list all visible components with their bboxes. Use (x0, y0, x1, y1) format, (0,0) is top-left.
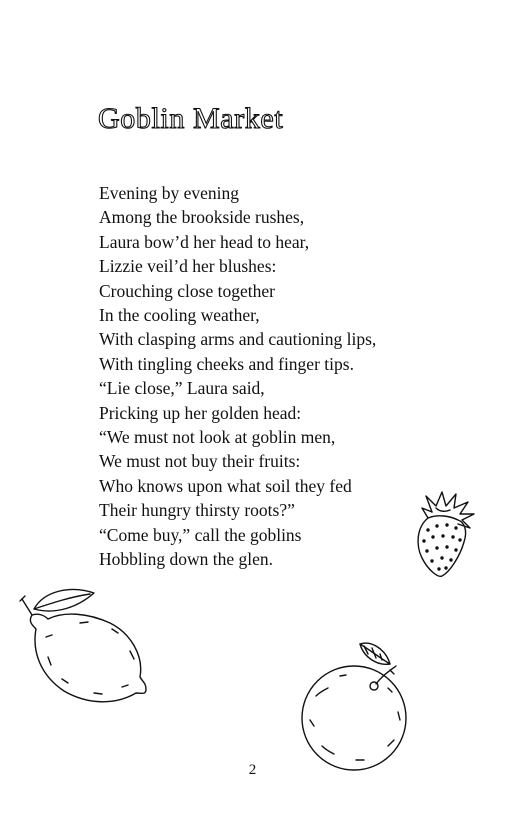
poem-line: Lizzie veil’d her blushes: (99, 256, 277, 277)
lemon-icon (18, 585, 153, 710)
strawberry-icon (412, 490, 482, 582)
poem-line: “Lie close,” Laura said, (99, 378, 265, 399)
poem-line: Pricking up her golden head: (99, 402, 302, 423)
poem-line: With tingling cheeks and finger tips. (99, 353, 354, 374)
poem-line: Their hungry thirsty roots?” (99, 500, 295, 521)
poem-line: “Come buy,” call the goblins (99, 524, 302, 545)
poem-line: Evening by evening (99, 183, 239, 203)
poem-line: In the cooling weather, (99, 305, 260, 326)
page-number: 2 (248, 762, 257, 778)
page-title: Goblin Market (98, 102, 284, 135)
poem-line: Hobbling down the glen. (99, 549, 274, 570)
poem-line: With clasping arms and cautioning lips, (99, 329, 377, 350)
poem-line: Laura bow’d her head to hear, (99, 231, 310, 252)
poem-line: “We must not look at goblin men, (99, 427, 336, 448)
poem-line: We must not buy their fruits: (99, 451, 301, 472)
poem-line: Who knows upon what soil they fed (99, 475, 352, 496)
poem-stanza (99, 181, 376, 572)
poem-line: Among the brookside rushes, (99, 207, 305, 228)
poem-line: Crouching close together (99, 280, 275, 301)
orange-icon (296, 636, 411, 774)
